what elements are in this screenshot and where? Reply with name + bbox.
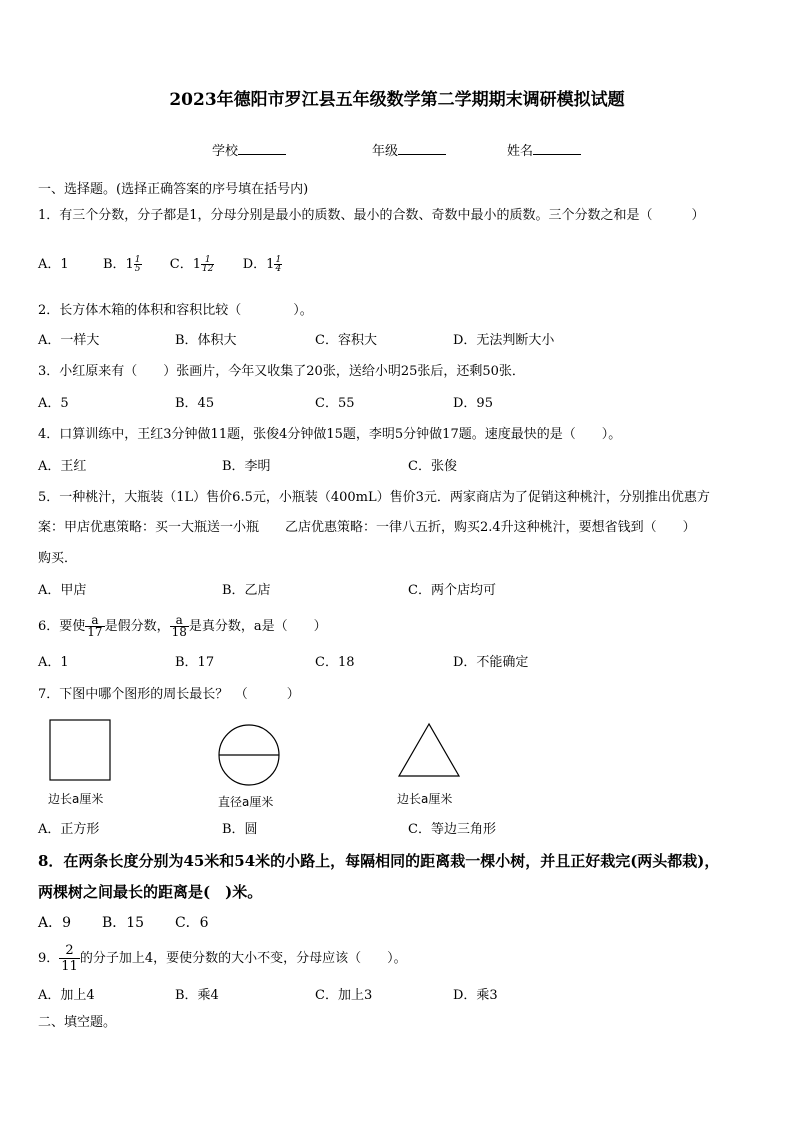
q6-option-c[interactable]: C．18	[315, 655, 355, 670]
q4-option-b[interactable]: B．李明	[222, 459, 271, 474]
circle-figure	[219, 725, 279, 785]
grade-field[interactable]	[372, 142, 446, 160]
q7-option-a[interactable]: A．正方形	[38, 822, 100, 837]
fraction-2-over-11: $\frac{2}{11}$	[61, 943, 78, 974]
school-label: 学校	[212, 144, 239, 159]
question-7-text: 7．下图中哪个图形的周长最长？ （ ）	[38, 687, 300, 702]
q8-option-b[interactable]: B．15	[101, 915, 145, 931]
q6-option-b[interactable]: B．17	[175, 655, 215, 670]
q3-option-d[interactable]: D．95	[453, 396, 493, 411]
question-6-text: 6．要使 $\frac{a}{17}$ 是假分数， $\frac{a}{18}$ 是真分数，a是（ ）	[38, 613, 327, 639]
question-9-text: 9． $\frac{2}{11}$ 的分子加上4，要使分数的大小不变，分母应该（ ）。	[38, 943, 407, 974]
q8-option-a[interactable]: A．9	[38, 915, 72, 931]
q4-option-c[interactable]: C．张俊	[408, 459, 457, 474]
school-blank[interactable]	[238, 142, 286, 155]
page-title: 2023年德阳市罗江县五年级数学第二学期期末调研模拟试题	[169, 90, 625, 110]
q9-option-d[interactable]: D．乘3	[453, 988, 498, 1003]
q9-option-b[interactable]: B．乘4	[175, 988, 219, 1003]
q1-option-b[interactable]: B．1 $\frac{1}{5}$	[102, 255, 141, 274]
q1-option-c[interactable]: C．1 $\frac{1}{12}$	[169, 255, 214, 274]
question-8-line-2: 两棵树之间最长的距离是( )米。	[38, 883, 263, 901]
q5-option-c[interactable]: C．两个店均可	[408, 583, 496, 598]
q3-option-c[interactable]: C．55	[315, 396, 355, 411]
triangle-figure	[399, 724, 459, 776]
question-8-line-1: 8．在两条长度分别为45米和54米的小路上，每隔相同的距离栽一棵小树，并且正好栽完(两头都栽)，	[38, 852, 720, 870]
name-blank[interactable]	[533, 142, 581, 155]
section-2-heading: 二、填空题。	[38, 1015, 117, 1030]
school-field[interactable]	[212, 142, 286, 160]
q1-option-a[interactable]: A．1	[38, 257, 69, 272]
fraction-a-over-18: $\frac{a}{18}$	[171, 613, 187, 639]
q2-option-a[interactable]: A．一样大	[38, 333, 100, 348]
section-1-heading: 一、选择题。(选择正确答案的序号填在括号内)	[38, 182, 309, 197]
triangle-label: 边长a厘米	[397, 792, 453, 806]
question-1-text: 1．有三个分数，分子都是1，分母分别是最小的质数、最小的合数、奇数中最小的质数。三个分数之和是（ ）	[38, 208, 705, 223]
q3-option-b[interactable]: B．45	[175, 396, 215, 411]
q7-option-b[interactable]: B．圆	[222, 822, 258, 837]
grade-blank[interactable]	[398, 142, 446, 155]
q9-option-c[interactable]: C．加上3	[315, 988, 373, 1003]
q6-option-d[interactable]: D．不能确定	[453, 655, 529, 670]
name-label: 姓名	[507, 144, 534, 159]
question-3-text: 3．小红原来有（ ）张画片，今年又收集了20张，送给小明25张后，还剩50张．	[38, 364, 525, 379]
question-2-text: 2．长方体木箱的体积和容积比较（ ）。	[38, 303, 313, 318]
q9-option-a[interactable]: A．加上4	[38, 988, 95, 1003]
question-5-line-2: 案：甲店优惠策略：买一大瓶送一小瓶 乙店优惠策略：一律八五折，购买2.4升这种桃汁，要想省钱到（ ）	[38, 520, 696, 535]
grade-label: 年级	[372, 144, 399, 159]
q5-option-a[interactable]: A．甲店	[38, 583, 87, 598]
square-label: 边长a厘米	[48, 792, 104, 806]
q8-option-c[interactable]: C．6	[174, 915, 209, 931]
question-5-line-3: 购买．	[38, 551, 78, 566]
fraction-a-over-17: $\frac{a}{17}$	[87, 613, 103, 639]
circle-label: 直径a厘米	[218, 795, 274, 809]
question-8-options	[38, 915, 209, 931]
question-1-options	[38, 254, 282, 276]
q2-option-c[interactable]: C．容积大	[315, 333, 377, 348]
question-4-text: 4．口算训练中，王红3分钟做11题，张俊4分钟做15题，李明5分钟做17题。速度最快的是（ ）。	[38, 427, 622, 442]
q4-option-a[interactable]: A．王红	[38, 459, 87, 474]
name-field[interactable]	[507, 142, 581, 160]
q1-option-d[interactable]: D．1 $\frac{1}{4}$	[242, 255, 282, 274]
question-5-line-1: 5．一种桃汁，大瓶装（1L）售价6.5元，小瓶装（400mL）售价3元．两家商店为了促销这种桃汁，分别推出优惠方	[38, 490, 710, 505]
question-7-figures	[40, 712, 520, 792]
q7-option-c[interactable]: C．等边三角形	[408, 822, 496, 837]
q2-option-b[interactable]: B．体积大	[175, 333, 237, 348]
q6-option-a[interactable]: A．1	[38, 655, 69, 670]
q2-option-d[interactable]: D．无法判断大小	[453, 333, 555, 348]
square-figure	[50, 720, 110, 780]
q5-option-b[interactable]: B．乙店	[222, 583, 271, 598]
q3-option-a[interactable]: A．5	[38, 396, 69, 411]
